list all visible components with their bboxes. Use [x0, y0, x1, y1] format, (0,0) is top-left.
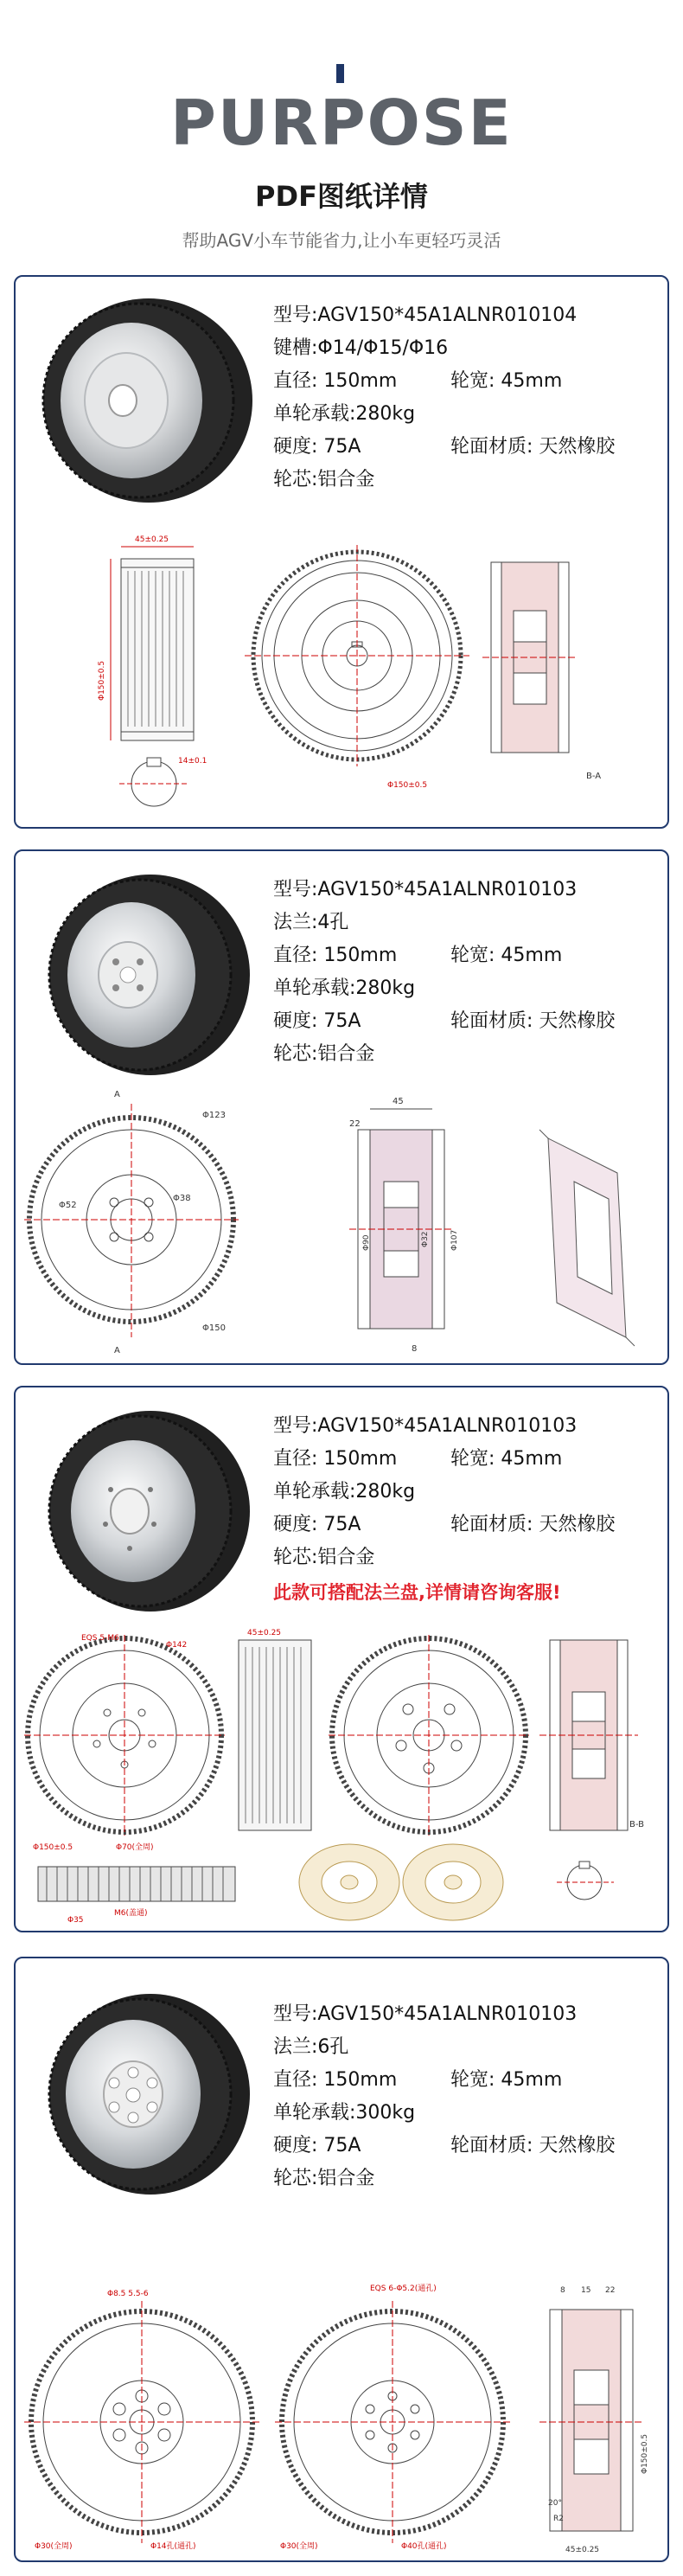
dim-d150: Φ150±0.5: [33, 1843, 73, 1852]
spec-label: 单轮承载:: [273, 977, 356, 999]
spec-row: [273, 1410, 662, 1443]
flange-notice: 此款可搭配法兰盘,详情请咨询客服!: [273, 1582, 561, 1603]
spec-label: 单轮承载:: [273, 403, 356, 425]
spec-label: 硬度:: [273, 436, 318, 458]
spec-value: 4孔: [317, 912, 349, 933]
spec-label: 单轮承载:: [273, 2102, 356, 2124]
spec-label: 轮芯:: [273, 1547, 318, 1568]
section-mark-a-bottom: A: [114, 1346, 120, 1355]
dim-d150: Φ150: [202, 1323, 226, 1333]
spec-label: 直径:: [273, 2069, 318, 2091]
dim-d52: Φ52: [59, 1201, 77, 1210]
technical-drawing-3: [21, 1623, 664, 1926]
spec-list-3: [273, 1410, 662, 1611]
section-label: B-A: [586, 772, 602, 781]
spec-label: 轮面材质:: [450, 2135, 533, 2156]
spec-label: 轮宽:: [450, 1448, 495, 1470]
wheel-3d-render-a: [299, 1844, 399, 1920]
dim-d123: Φ123: [202, 1111, 226, 1120]
dim-width-label: 45±0.25: [135, 535, 169, 544]
spec-value: 45mm: [495, 2069, 563, 2091]
spec-row: [273, 2064, 662, 2097]
dim-w45: 45±0.25: [565, 2546, 600, 2554]
wheel-3d-render-b: [403, 1844, 503, 1920]
spec-value: 280kg: [355, 403, 416, 425]
product-card-2: [14, 849, 669, 1365]
spec-value: 45mm: [495, 370, 563, 392]
wheel-front-view-a: [24, 1635, 225, 1836]
spec-value: 75A: [317, 436, 361, 458]
spec-value: AGV150*45A1ALNR010103: [317, 2003, 578, 2025]
technical-drawing-4: [21, 2275, 664, 2557]
spec-value: 铝合金: [317, 469, 375, 490]
keyway-detail: [557, 1862, 614, 1900]
header-accent-bar: [336, 64, 344, 83]
spec-row: [273, 1443, 662, 1476]
dim-eqs-b: EQS 6-Φ5.2(通孔): [370, 2284, 437, 2293]
product-card-1: [14, 275, 669, 829]
spec-row: [273, 1038, 662, 1071]
dim-radius: R2: [553, 2515, 564, 2523]
spec-value: 铝合金: [317, 1547, 375, 1568]
spec-label: 轮面材质:: [450, 436, 533, 458]
wheel-photo-4: [36, 1986, 252, 2202]
dim-d40: Φ40孔(通孔): [401, 2542, 447, 2551]
spec-row: [273, 939, 662, 972]
wheel-section-view: [539, 1640, 638, 1830]
spec-value: 150mm: [317, 945, 398, 966]
spec-value: 280kg: [355, 977, 416, 999]
wheel-photo-1: [36, 292, 252, 509]
dim-eqs: EQS 5-M6: [81, 1634, 119, 1643]
spec-label: 键槽:: [273, 337, 318, 359]
spec-label: 直径:: [273, 370, 318, 392]
spec-value: 300kg: [355, 2102, 416, 2124]
dim-w22: 22: [605, 2286, 616, 2295]
spec-value: AGV150*45A1ALNR010103: [317, 879, 578, 900]
product-card-4: [14, 1957, 669, 2562]
tread-side-view: [239, 1640, 311, 1830]
spec-row: [273, 972, 662, 1005]
spec-row: [273, 1998, 662, 2031]
spec-list-4: [273, 1998, 662, 2195]
spec-row: [273, 431, 662, 464]
wheel-section-view: [349, 1109, 453, 1329]
dim-d35: Φ35: [67, 1916, 84, 1925]
spec-value: AGV150*45A1ALNR010103: [317, 1415, 578, 1437]
tread-flat-view: [38, 1867, 235, 1901]
dim-d14: Φ14孔(通孔): [150, 2542, 196, 2551]
wheel-front-view-a: [24, 2301, 259, 2543]
spec-label: 法兰:: [273, 912, 318, 933]
dim-w15: 15: [581, 2286, 591, 2295]
spec-value: Φ14/Φ15/Φ16: [317, 337, 449, 359]
dim-diameter-label: Φ150±0.5: [98, 660, 106, 701]
spec-list-2: [273, 874, 662, 1071]
wheel-3d-section: [539, 1130, 635, 1346]
spec-label: 轮宽:: [450, 2069, 495, 2091]
spec-label: 轮面材质:: [450, 1010, 533, 1032]
section-mark-a-top: A: [114, 1090, 120, 1099]
spec-row: [273, 2097, 662, 2130]
spec-value: 280kg: [355, 1481, 416, 1503]
spec-value: 75A: [317, 2135, 361, 2156]
spec-value: AGV150*45A1ALNR010104: [317, 304, 578, 326]
spec-value: 天然橡胶: [533, 1514, 616, 1535]
spec-row: [273, 1541, 662, 1574]
spec-value: 天然橡胶: [533, 436, 616, 458]
wheel-photo-2: [36, 867, 252, 1083]
spec-value: 铝合金: [317, 1043, 375, 1065]
wheel-front-view-b: [329, 1635, 529, 1836]
dim-w8: 8: [560, 2286, 565, 2295]
spec-label: 轮芯:: [273, 469, 318, 490]
spec-row: [273, 2031, 662, 2064]
dim-d107: Φ107: [450, 1229, 459, 1251]
wheel-front-view: [24, 1104, 239, 1337]
spec-label: 轮宽:: [450, 370, 495, 392]
dim-d30-a: Φ30(全周): [35, 2542, 73, 2551]
spec-value: 铝合金: [317, 2168, 375, 2189]
dim-d38: Φ38: [173, 1194, 191, 1203]
wheel-section-view: [482, 562, 578, 753]
technical-drawing-2: [21, 1078, 664, 1360]
product-card-3: [14, 1386, 669, 1932]
wheel-front-view-b: [275, 2301, 510, 2543]
spec-label: 硬度:: [273, 1514, 318, 1535]
spec-label: 轮宽:: [450, 945, 495, 966]
spec-label: 直径:: [273, 1448, 318, 1470]
spec-row: [273, 907, 662, 939]
spec-row: [273, 464, 662, 497]
spec-row: [273, 299, 662, 332]
page-title: PURPOSE: [170, 87, 513, 159]
dim-d70: Φ70(全周): [116, 1843, 154, 1852]
spec-row: [273, 1509, 662, 1541]
dim-w22: 22: [349, 1119, 361, 1129]
spec-value: 45mm: [495, 945, 563, 966]
spec-label: 硬度:: [273, 2135, 318, 2156]
spec-row: [273, 332, 662, 365]
spec-row: [273, 1005, 662, 1038]
spec-label: 轮面材质:: [450, 1514, 533, 1535]
dim-eqs-a: Φ8.5 5.5-6: [107, 2290, 149, 2298]
section-label: B-B: [629, 1820, 644, 1829]
dim-d150: Φ150±0.5: [641, 2433, 649, 2474]
spec-label: 直径:: [273, 945, 318, 966]
spec-value: 150mm: [317, 370, 398, 392]
keyway-label: 14±0.1: [178, 757, 207, 766]
dim-d142: Φ142: [166, 1641, 188, 1650]
spec-value: 天然橡胶: [533, 2135, 616, 2156]
dim-d32: Φ32: [421, 1231, 430, 1247]
tread-side-view: [111, 547, 194, 740]
section-subtitle: PDF图纸详情: [255, 180, 428, 213]
spec-value: 150mm: [317, 1448, 398, 1470]
spec-label: 硬度:: [273, 1010, 318, 1032]
spec-row: [273, 365, 662, 398]
spec-value: 45mm: [495, 1448, 563, 1470]
section-description: 帮助AGV小车节能省力,让小车更轻巧灵活: [182, 230, 501, 251]
dim-angle: 20°: [548, 2499, 562, 2508]
spec-row: [273, 398, 662, 431]
dim-m6: M6(盖通): [114, 1909, 148, 1918]
dim-w45: 45: [393, 1097, 404, 1106]
spec-label: 法兰:: [273, 2036, 318, 2058]
spec-value: 150mm: [317, 2069, 398, 2091]
spec-label: 型号:: [273, 2003, 318, 2025]
spec-value: 75A: [317, 1010, 361, 1032]
dim-d30-b: Φ30(全周): [280, 2542, 318, 2551]
spec-label: 轮芯:: [273, 2168, 318, 2189]
spec-row: [273, 2163, 662, 2195]
spec-value: 6孔: [317, 2036, 349, 2058]
front-diameter-label: Φ150±0.5: [387, 781, 428, 790]
spec-label: 单轮承载:: [273, 1481, 356, 1503]
dim-w8: 8: [412, 1344, 418, 1354]
spec-row: [273, 2130, 662, 2163]
spec-row: [273, 1476, 662, 1509]
spec-row: [273, 874, 662, 907]
spec-label: 型号:: [273, 879, 318, 900]
dim-d90: Φ90: [362, 1234, 371, 1251]
spec-value: 天然橡胶: [533, 1010, 616, 1032]
spec-label: 型号:: [273, 1415, 318, 1437]
spec-value: 75A: [317, 1514, 361, 1535]
dim-w45: 45±0.25: [247, 1629, 282, 1637]
wheel-section-view: [539, 2310, 643, 2531]
spec-list-1: [273, 299, 662, 497]
wheel-photo-3: [36, 1403, 252, 1619]
wheel-front-view: [245, 545, 469, 766]
spec-label: 轮芯:: [273, 1043, 318, 1065]
technical-drawing-1: [24, 528, 662, 822]
spec-label: 型号:: [273, 304, 318, 326]
